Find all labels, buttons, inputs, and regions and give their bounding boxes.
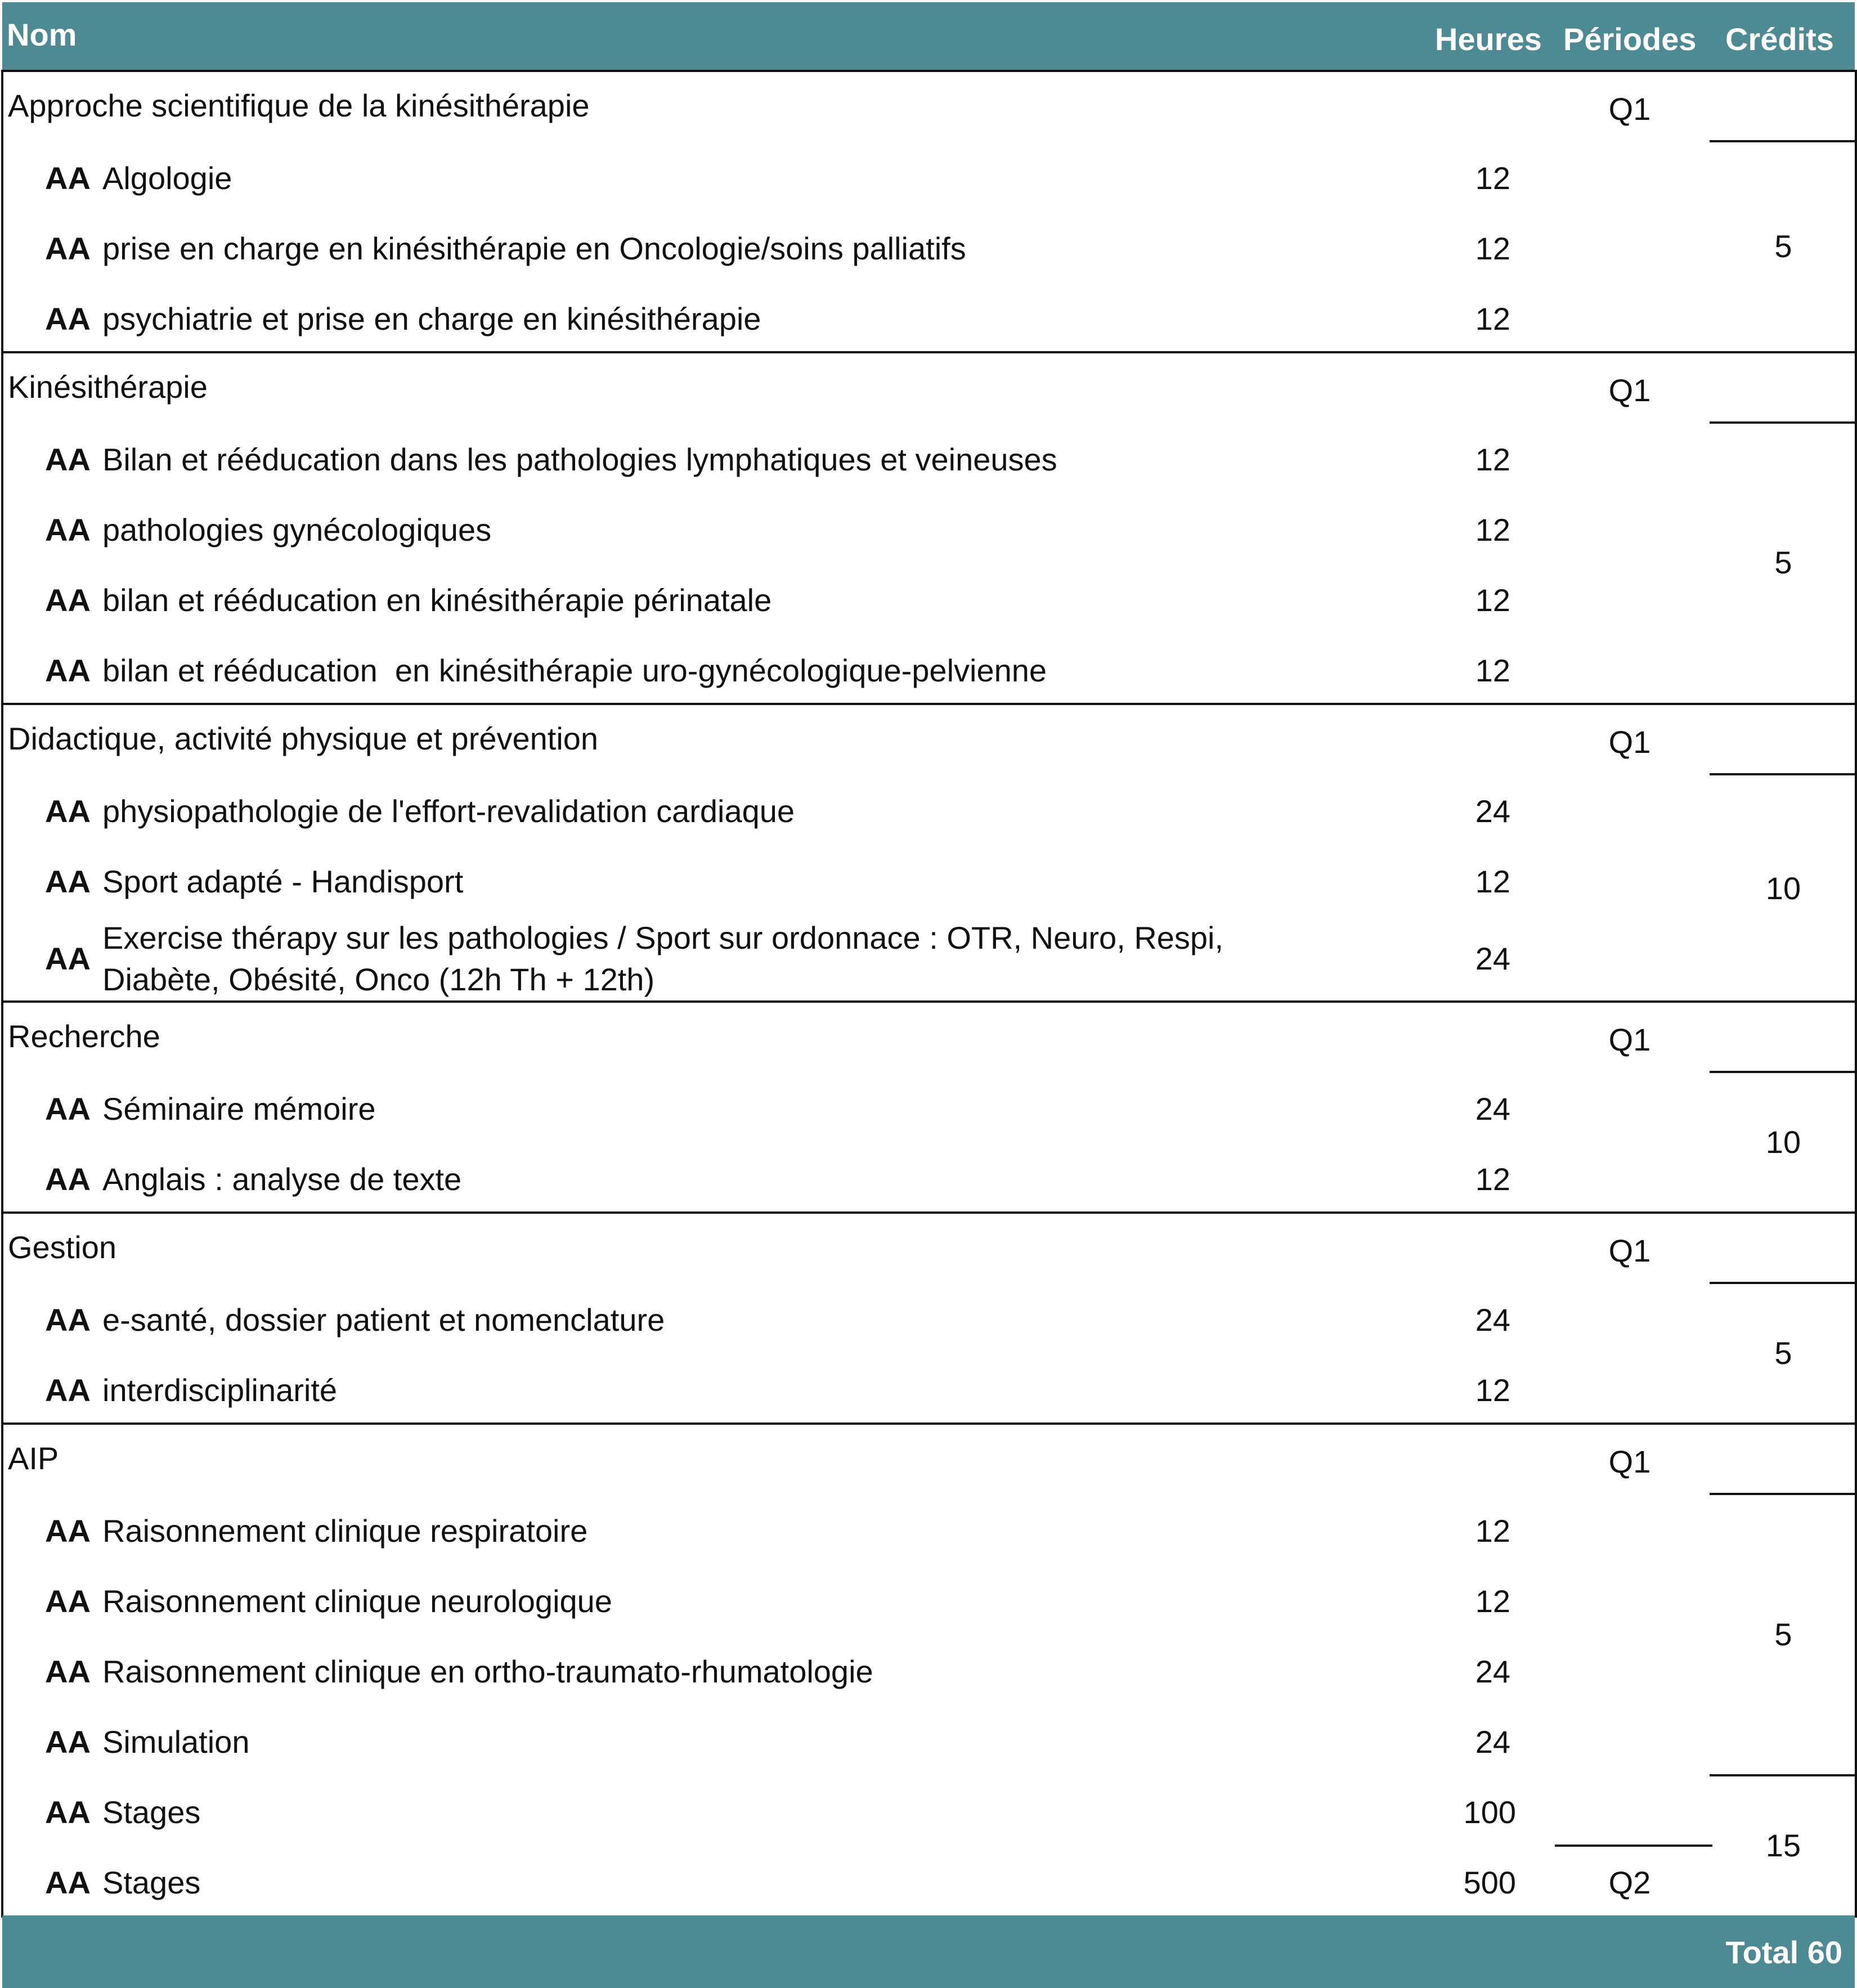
section-name: AIP [8, 1440, 59, 1476]
course-name: Simulation [102, 1724, 250, 1760]
section-period: Q1 [1608, 1022, 1651, 1057]
course-hours: 12 [1475, 1583, 1510, 1619]
course-name: bilan et rééducation en kinésithérapie périnatale [102, 582, 772, 618]
header-heures: Heures [1435, 21, 1542, 57]
section-name: Kinésithérapie [8, 369, 208, 405]
course-hours: 12 [1475, 582, 1510, 618]
course-hours: 12 [1475, 1372, 1510, 1408]
aa-tag: AA [45, 1513, 91, 1549]
aa-tag: AA [45, 1865, 91, 1900]
table-footer [2, 1915, 1855, 1988]
aa-tag: AA [45, 160, 91, 196]
aa-tag: AA [45, 864, 91, 899]
header-periodes: Périodes [1563, 21, 1697, 57]
section-credits: 5 [1774, 545, 1792, 580]
course-name: Anglais : analyse de texte [102, 1161, 462, 1197]
section-name: Gestion [8, 1229, 116, 1265]
section-credits: 10 [1765, 870, 1801, 906]
aa-tag: AA [45, 1091, 91, 1127]
period-divider [1555, 1845, 1712, 1847]
section-name: Didactique, activité physique et prévention [8, 721, 599, 756]
credits-divider [1710, 421, 1855, 424]
course-name: interdisciplinarité [102, 1372, 338, 1408]
section-period: Q1 [1608, 1444, 1651, 1479]
section-period: Q1 [1608, 373, 1651, 408]
table-header [2, 2, 1855, 70]
course-name: prise en charge en kinésithérapie en Oncologie/soins palliatifs [102, 231, 966, 266]
section-name: Recherche [8, 1018, 160, 1054]
credits-divider [1710, 1071, 1855, 1073]
course-hours: 24 [1475, 1091, 1510, 1127]
aa-tag: AA [45, 1161, 91, 1197]
course-name: Stages [102, 1865, 201, 1900]
course-hours: 24 [1475, 793, 1510, 829]
course-name: Stages [102, 1794, 201, 1830]
course-name: psychiatrie et prise en charge en kinésithérapie [102, 301, 761, 336]
aa-tag: AA [45, 1302, 91, 1338]
course-hours: 500 [1463, 1865, 1516, 1900]
section-credits: 5 [1774, 1335, 1792, 1371]
course-hours: 24 [1475, 1654, 1510, 1689]
credits-divider [1710, 1282, 1855, 1284]
section-divider [2, 1211, 1855, 1214]
course-name: Algologie [102, 160, 232, 196]
aa-tag: AA [45, 941, 91, 976]
section-divider [2, 703, 1855, 705]
course-name: Raisonnement clinique en ortho-traumato-rhumatologie [102, 1654, 873, 1689]
course-name: bilan et rééducation en kinésithérapie uro-gynécologique-pelvienne [102, 653, 1047, 688]
aa-tag: AA [45, 582, 91, 618]
stage-period: Q2 [1608, 1865, 1651, 1900]
course-hours: 100 [1463, 1794, 1516, 1830]
course-name: physiopathologie de l'effort-revalidation cardiaque [102, 793, 795, 829]
course-hours: 12 [1475, 864, 1510, 899]
course-hours: 12 [1475, 512, 1510, 548]
course-name: Sport adapté - Handisport [102, 864, 464, 899]
aa-tag: AA [45, 1654, 91, 1689]
header-credits: Crédits [1725, 21, 1834, 57]
total-credits: Total 60 [1725, 1935, 1842, 1970]
course-hours: 24 [1475, 1724, 1510, 1760]
section-period: Q1 [1608, 724, 1651, 760]
aa-tag: AA [45, 1372, 91, 1408]
course-name: pathologies gynécologiques [102, 512, 492, 548]
section-divider [2, 1422, 1855, 1425]
course-hours: 12 [1475, 653, 1510, 688]
section-name: Approche scientifique de la kinésithérapie [8, 88, 590, 123]
credits-divider [1710, 1493, 1855, 1495]
course-hours: 12 [1475, 231, 1510, 266]
section-credits: 10 [1765, 1124, 1801, 1160]
header-nom: Nom [7, 17, 77, 52]
course-name: e-santé, dossier patient et nomenclature [102, 1302, 665, 1338]
aa-tag: AA [45, 231, 91, 266]
course-hours: 12 [1475, 160, 1510, 196]
course-hours: 24 [1475, 941, 1510, 976]
section-divider [2, 1000, 1855, 1003]
aa-tag: AA [45, 653, 91, 688]
course-hours: 12 [1475, 1513, 1510, 1549]
course-hours: 12 [1475, 1161, 1510, 1197]
aa-tag: AA [45, 1794, 91, 1830]
credits-divider [1710, 140, 1855, 142]
aa-tag: AA [45, 793, 91, 829]
aa-tag: AA [45, 512, 91, 548]
section-credits: 5 [1774, 1617, 1792, 1652]
credits-divider [1710, 1774, 1855, 1776]
course-name: Raisonnement clinique neurologique [102, 1583, 612, 1619]
course-hours: 12 [1475, 301, 1510, 336]
aa-tag: AA [45, 1724, 91, 1760]
section-credits: 5 [1774, 228, 1792, 264]
section-period: Q1 [1608, 1233, 1651, 1268]
section-divider [2, 351, 1855, 353]
section-period: Q1 [1608, 91, 1651, 127]
aa-tag: AA [45, 301, 91, 336]
aa-tag: AA [45, 1583, 91, 1619]
course-name: Séminaire mémoire [102, 1091, 376, 1127]
credits-divider [1710, 773, 1855, 775]
course-name: Raisonnement clinique respiratoire [102, 1513, 588, 1549]
course-hours: 12 [1475, 442, 1510, 477]
stage-credits: 15 [1765, 1828, 1801, 1863]
aa-tag: AA [45, 442, 91, 477]
course-hours: 24 [1475, 1302, 1510, 1338]
course-name: Bilan et rééducation dans les pathologies lymphatiques et veineuses [102, 442, 1057, 477]
course-name: Exercise thérapy sur les pathologies / Sport sur ordonnace : OTR, Neuro, Respi, Diabète, Obésité, Onco (12h Th + 12th) [102, 920, 1224, 997]
